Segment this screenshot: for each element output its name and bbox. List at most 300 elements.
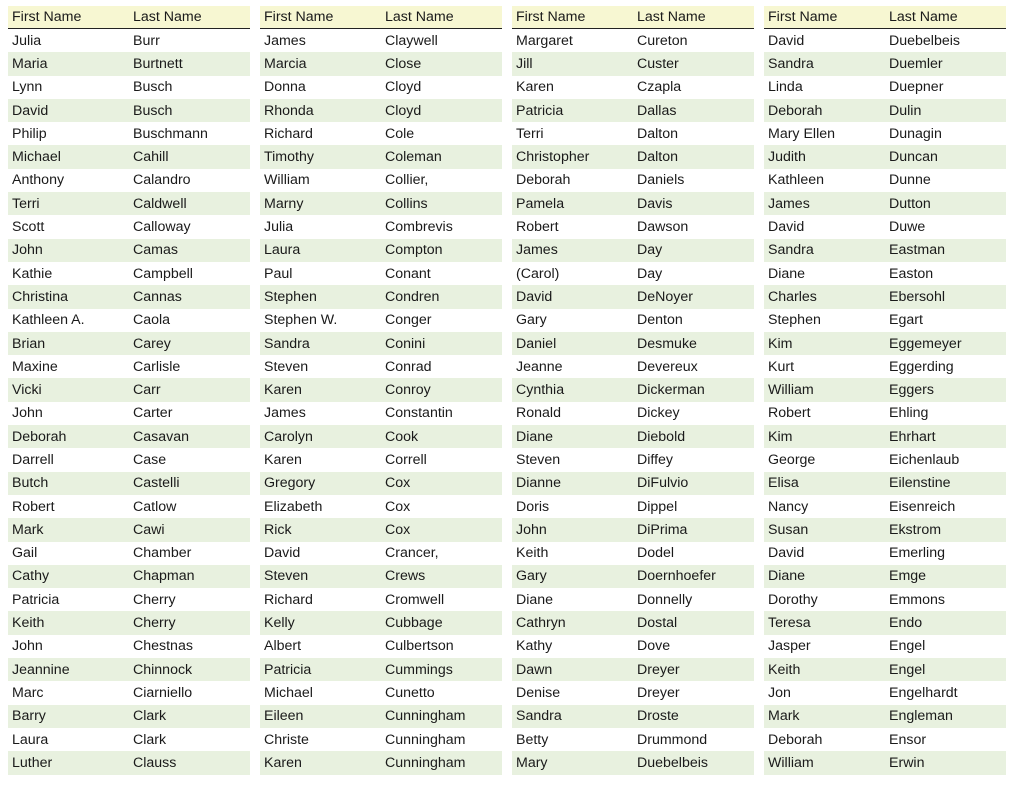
- last-name-cell: Crancer,: [385, 545, 439, 562]
- name-list-sheet: [8, 6, 1006, 775]
- table-row: [512, 145, 754, 168]
- header-row: [512, 6, 754, 29]
- last-name-cell: Emerling: [889, 545, 945, 562]
- table-row: [260, 262, 502, 285]
- last-name-cell: Cole: [385, 125, 415, 142]
- last-name-cell: Eilenstine: [889, 475, 951, 492]
- last-name-cell: Collier,: [385, 172, 429, 189]
- last-name-header: Last Name: [889, 9, 958, 25]
- last-name-cell: Drummond: [637, 731, 708, 748]
- first-name-cell: Mark: [12, 521, 44, 538]
- first-name-cell: Diane: [516, 428, 554, 445]
- table-row: [764, 542, 1006, 565]
- first-name-cell: Deborah: [12, 428, 67, 445]
- table-row: [8, 332, 250, 355]
- table-row: [8, 76, 250, 99]
- first-name-cell: Stephen: [768, 312, 821, 329]
- header-row: [764, 6, 1006, 29]
- table-row: [8, 565, 250, 588]
- first-name-cell: James: [264, 32, 306, 49]
- table-row: [764, 588, 1006, 611]
- first-name-cell: Steven: [516, 451, 561, 468]
- table-row: [260, 29, 502, 52]
- table-row: [512, 518, 754, 541]
- table-row: [512, 332, 754, 355]
- first-name-header: First Name: [12, 9, 82, 25]
- last-name-cell: Chamber: [133, 545, 192, 562]
- first-name-cell: Kelly: [264, 615, 295, 632]
- first-name-cell: Karen: [516, 79, 554, 96]
- first-name-cell: Deborah: [768, 731, 823, 748]
- table-row: [260, 565, 502, 588]
- last-name-cell: Diebold: [637, 428, 686, 445]
- table-row: [512, 705, 754, 728]
- table-row: [764, 681, 1006, 704]
- table-row: [764, 122, 1006, 145]
- table-row: [764, 192, 1006, 215]
- first-name-cell: Teresa: [768, 615, 811, 632]
- last-name-cell: Condren: [385, 288, 440, 305]
- last-name-cell: Dostal: [637, 615, 678, 632]
- table-row: [8, 611, 250, 634]
- first-name-cell: Diane: [768, 568, 806, 585]
- table-row: [764, 52, 1006, 75]
- last-name-cell: Egart: [889, 312, 923, 329]
- last-name-cell: Campbell: [133, 265, 193, 282]
- first-name-cell: Paul: [264, 265, 293, 282]
- last-name-cell: Davis: [637, 195, 673, 212]
- last-name-cell: Dalton: [637, 125, 679, 142]
- table-row: [260, 332, 502, 355]
- last-name-cell: Collins: [385, 195, 428, 212]
- table-row: [764, 239, 1006, 262]
- last-name-cell: Camas: [133, 242, 178, 259]
- table-row: [764, 751, 1006, 774]
- first-name-cell: Timothy: [264, 149, 314, 166]
- last-name-cell: Caola: [133, 312, 171, 329]
- first-name-cell: Diane: [768, 265, 806, 282]
- last-name-cell: Cawi: [133, 521, 165, 538]
- last-name-cell: Carlisle: [133, 358, 181, 375]
- last-name-header: Last Name: [133, 9, 202, 25]
- last-name-cell: DiFulvio: [637, 475, 689, 492]
- table-row: [260, 402, 502, 425]
- last-name-cell: Close: [385, 55, 422, 72]
- last-name-cell: Dreyer: [637, 684, 680, 701]
- first-name-cell: Mary Ellen: [768, 125, 836, 142]
- last-name-cell: Duepner: [889, 79, 944, 96]
- last-name-cell: DeNoyer: [637, 288, 693, 305]
- last-name-cell: Correll: [385, 451, 427, 468]
- first-name-cell: Rick: [264, 521, 292, 538]
- table-row: [764, 448, 1006, 471]
- first-name-cell: Kathie: [12, 265, 53, 282]
- last-name-cell: Duebelbeis: [889, 32, 960, 49]
- table-row: [8, 588, 250, 611]
- last-name-cell: Cummings: [385, 661, 453, 678]
- first-name-cell: Susan: [768, 521, 809, 538]
- table-row: [8, 122, 250, 145]
- last-name-cell: Case: [133, 451, 167, 468]
- table-row: [512, 751, 754, 774]
- first-name-cell: Elisa: [768, 475, 799, 492]
- table-row: [8, 728, 250, 751]
- table-row: [260, 76, 502, 99]
- table-row: [764, 76, 1006, 99]
- first-name-cell: Nancy: [768, 498, 809, 515]
- last-name-cell: Cubbage: [385, 615, 443, 632]
- table-row: [260, 355, 502, 378]
- first-name-cell: Karen: [264, 754, 302, 771]
- first-name-header: First Name: [768, 9, 838, 25]
- last-name-cell: Diffey: [637, 451, 674, 468]
- last-name-cell: Cunningham: [385, 708, 466, 725]
- name-column-block: [8, 6, 250, 775]
- last-name-cell: Denton: [637, 312, 683, 329]
- first-name-cell: Sandra: [516, 708, 562, 725]
- table-row: [8, 635, 250, 658]
- first-name-cell: William: [768, 754, 814, 771]
- first-name-cell: Jeanne: [516, 358, 563, 375]
- last-name-cell: Cloyd: [385, 102, 422, 119]
- first-name-cell: George: [768, 451, 816, 468]
- first-name-cell: Marcia: [264, 55, 307, 72]
- first-name-cell: Kathleen A.: [12, 312, 85, 329]
- table-row: [8, 378, 250, 401]
- first-name-cell: (Carol): [516, 265, 560, 282]
- last-name-cell: Engelhardt: [889, 684, 958, 701]
- name-column-block: [512, 6, 754, 775]
- last-name-cell: Day: [637, 242, 663, 259]
- table-row: [260, 658, 502, 681]
- first-name-cell: Keith: [516, 545, 549, 562]
- first-name-cell: Linda: [768, 79, 803, 96]
- first-name-cell: Terri: [516, 125, 544, 142]
- table-row: [512, 448, 754, 471]
- first-name-cell: Darrell: [12, 451, 54, 468]
- table-row: [512, 542, 754, 565]
- first-name-cell: Eileen: [264, 708, 304, 725]
- table-row: [260, 285, 502, 308]
- table-row: [512, 76, 754, 99]
- table-row: [764, 705, 1006, 728]
- table-row: [260, 169, 502, 192]
- table-row: [764, 145, 1006, 168]
- last-name-cell: Endo: [889, 615, 923, 632]
- table-row: [260, 611, 502, 634]
- first-name-cell: Pamela: [516, 195, 565, 212]
- table-row: [260, 495, 502, 518]
- table-row: [512, 611, 754, 634]
- name-column-block: [764, 6, 1006, 775]
- table-row: [260, 99, 502, 122]
- last-name-cell: Cherry: [133, 615, 176, 632]
- table-row: [512, 378, 754, 401]
- header-row: [8, 6, 250, 29]
- table-row: [260, 309, 502, 332]
- first-name-cell: Sandra: [768, 242, 814, 259]
- table-row: [260, 378, 502, 401]
- first-name-cell: James: [768, 195, 810, 212]
- first-name-cell: Stephen: [264, 288, 317, 305]
- table-row: [764, 635, 1006, 658]
- table-row: [260, 472, 502, 495]
- first-name-cell: Gary: [516, 568, 547, 585]
- first-name-cell: Dorothy: [768, 591, 818, 608]
- first-name-cell: Robert: [768, 405, 811, 422]
- last-name-cell: Buschmann: [133, 125, 208, 142]
- table-row: [764, 611, 1006, 634]
- first-name-cell: Michael: [264, 684, 313, 701]
- table-row: [260, 705, 502, 728]
- first-name-cell: Kurt: [768, 358, 795, 375]
- table-row: [260, 192, 502, 215]
- first-name-cell: David: [768, 545, 805, 562]
- first-name-cell: Scott: [12, 219, 45, 236]
- last-name-cell: Conroy: [385, 382, 431, 399]
- table-row: [512, 402, 754, 425]
- name-column-block: [260, 6, 502, 775]
- first-name-cell: David: [12, 102, 49, 119]
- last-name-cell: Custer: [637, 55, 679, 72]
- last-name-cell: Emmons: [889, 591, 945, 608]
- first-name-cell: Maria: [12, 55, 48, 72]
- first-name-cell: Lynn: [12, 79, 43, 96]
- first-name-cell: Gail: [12, 545, 38, 562]
- table-row: [512, 285, 754, 308]
- table-row: [8, 705, 250, 728]
- first-name-cell: Jill: [516, 55, 533, 72]
- last-name-cell: Cox: [385, 521, 411, 538]
- first-name-cell: Anthony: [12, 172, 65, 189]
- table-row: [260, 145, 502, 168]
- last-name-cell: Droste: [637, 708, 679, 725]
- first-name-cell: Patricia: [264, 661, 312, 678]
- table-row: [8, 751, 250, 774]
- table-row: [260, 588, 502, 611]
- first-name-cell: Ronald: [516, 405, 561, 422]
- table-row: [764, 332, 1006, 355]
- first-name-cell: Mary: [516, 754, 548, 771]
- table-row: [260, 635, 502, 658]
- table-row: [8, 285, 250, 308]
- first-name-cell: Kathleen: [768, 172, 825, 189]
- table-row: [512, 262, 754, 285]
- table-row: [260, 425, 502, 448]
- last-name-cell: Claywell: [385, 32, 438, 49]
- table-row: [260, 239, 502, 262]
- last-name-cell: Engel: [889, 661, 926, 678]
- first-name-cell: Deborah: [768, 102, 823, 119]
- first-name-cell: Christina: [12, 288, 68, 305]
- table-row: [764, 425, 1006, 448]
- first-name-cell: Judith: [768, 149, 806, 166]
- last-name-cell: Doernhoefer: [637, 568, 716, 585]
- last-name-cell: Clauss: [133, 754, 177, 771]
- last-name-cell: Constantin: [385, 405, 453, 422]
- last-name-cell: Duwe: [889, 219, 926, 236]
- last-name-cell: Czapla: [637, 79, 682, 96]
- first-name-cell: James: [264, 405, 306, 422]
- first-name-cell: Gregory: [264, 475, 316, 492]
- last-name-cell: Dutton: [889, 195, 931, 212]
- last-name-cell: Cox: [385, 498, 411, 515]
- last-name-cell: Casavan: [133, 428, 189, 445]
- first-name-cell: Julia: [12, 32, 42, 49]
- first-name-header: First Name: [516, 9, 586, 25]
- first-name-cell: Robert: [12, 498, 55, 515]
- first-name-header: First Name: [264, 9, 334, 25]
- table-row: [512, 239, 754, 262]
- last-name-cell: Cloyd: [385, 79, 422, 96]
- table-row: [8, 192, 250, 215]
- last-name-cell: Donnelly: [637, 591, 693, 608]
- last-name-cell: Combrevis: [385, 219, 453, 236]
- last-name-cell: Burr: [133, 32, 160, 49]
- last-name-cell: Busch: [133, 102, 173, 119]
- last-name-cell: Ensor: [889, 731, 927, 748]
- table-row: [8, 542, 250, 565]
- table-row: [764, 565, 1006, 588]
- table-row: [8, 215, 250, 238]
- table-row: [8, 169, 250, 192]
- last-name-cell: Calloway: [133, 219, 191, 236]
- first-name-cell: John: [12, 405, 43, 422]
- first-name-cell: Steven: [264, 568, 309, 585]
- table-row: [8, 658, 250, 681]
- table-row: [512, 588, 754, 611]
- first-name-cell: Denise: [516, 684, 561, 701]
- last-name-cell: Cook: [385, 428, 419, 445]
- last-name-cell: Dippel: [637, 498, 678, 515]
- first-name-cell: Julia: [264, 219, 294, 236]
- table-row: [8, 239, 250, 262]
- table-row: [8, 355, 250, 378]
- first-name-cell: David: [516, 288, 553, 305]
- last-name-cell: Dickerman: [637, 382, 705, 399]
- first-name-cell: Karen: [264, 451, 302, 468]
- table-row: [512, 52, 754, 75]
- last-name-cell: Ekstrom: [889, 521, 942, 538]
- last-name-cell: Easton: [889, 265, 934, 282]
- table-row: [8, 448, 250, 471]
- first-name-cell: Mark: [768, 708, 800, 725]
- first-name-cell: Carolyn: [264, 428, 313, 445]
- table-row: [512, 169, 754, 192]
- last-name-cell: Desmuke: [637, 335, 697, 352]
- table-row: [512, 122, 754, 145]
- table-row: [260, 751, 502, 774]
- last-name-cell: Conger: [385, 312, 432, 329]
- first-name-cell: Daniel: [516, 335, 557, 352]
- first-name-cell: Sandra: [264, 335, 310, 352]
- last-name-cell: Cureton: [637, 32, 688, 49]
- first-name-cell: Patricia: [12, 591, 60, 608]
- table-row: [8, 52, 250, 75]
- table-row: [512, 192, 754, 215]
- last-name-cell: Cunetto: [385, 684, 435, 701]
- last-name-cell: Ehrhart: [889, 428, 936, 445]
- last-name-cell: Erwin: [889, 754, 925, 771]
- last-name-cell: Eggemeyer: [889, 335, 962, 352]
- table-row: [512, 681, 754, 704]
- first-name-cell: Christe: [264, 731, 309, 748]
- first-name-cell: Keith: [12, 615, 45, 632]
- last-name-cell: Emge: [889, 568, 927, 585]
- first-name-cell: John: [12, 242, 43, 259]
- last-name-cell: Cox: [385, 475, 411, 492]
- first-name-cell: James: [516, 242, 558, 259]
- first-name-cell: Gary: [516, 312, 547, 329]
- last-name-cell: Eisenreich: [889, 498, 956, 515]
- first-name-cell: Deborah: [516, 172, 571, 189]
- table-row: [260, 518, 502, 541]
- last-name-cell: Catlow: [133, 498, 177, 515]
- first-name-cell: Dawn: [516, 661, 553, 678]
- header-row: [260, 6, 502, 29]
- last-name-cell: Chapman: [133, 568, 195, 585]
- table-row: [512, 29, 754, 52]
- last-name-cell: Castelli: [133, 475, 180, 492]
- table-row: [764, 285, 1006, 308]
- last-name-cell: Coleman: [385, 149, 442, 166]
- first-name-cell: Robert: [516, 219, 559, 236]
- last-name-header: Last Name: [385, 9, 454, 25]
- first-name-cell: Richard: [264, 125, 313, 142]
- first-name-cell: Marc: [12, 684, 44, 701]
- table-row: [764, 378, 1006, 401]
- first-name-cell: John: [516, 521, 547, 538]
- first-name-cell: Kim: [768, 335, 793, 352]
- first-name-cell: Kathy: [516, 638, 553, 655]
- last-name-cell: Cunningham: [385, 754, 466, 771]
- last-name-cell: Carter: [133, 405, 173, 422]
- table-row: [764, 355, 1006, 378]
- first-name-cell: Richard: [264, 591, 313, 608]
- last-name-cell: Dallas: [637, 102, 677, 119]
- table-row: [512, 99, 754, 122]
- table-row: [764, 658, 1006, 681]
- last-name-cell: Dove: [637, 638, 671, 655]
- table-row: [260, 448, 502, 471]
- last-name-cell: Dunne: [889, 172, 931, 189]
- first-name-cell: John: [12, 638, 43, 655]
- table-row: [764, 262, 1006, 285]
- first-name-cell: William: [264, 172, 310, 189]
- table-row: [764, 29, 1006, 52]
- table-row: [512, 565, 754, 588]
- last-name-cell: Ebersohl: [889, 288, 945, 305]
- last-name-cell: Clark: [133, 731, 167, 748]
- table-row: [8, 425, 250, 448]
- first-name-cell: Donna: [264, 79, 306, 96]
- first-name-cell: Luther: [12, 754, 53, 771]
- table-row: [512, 658, 754, 681]
- first-name-cell: Keith: [768, 661, 801, 678]
- last-name-cell: Caldwell: [133, 195, 187, 212]
- table-row: [764, 518, 1006, 541]
- table-row: [512, 635, 754, 658]
- table-row: [764, 309, 1006, 332]
- first-name-cell: Betty: [516, 731, 549, 748]
- first-name-cell: Rhonda: [264, 102, 314, 119]
- table-row: [8, 309, 250, 332]
- first-name-cell: Dianne: [516, 475, 561, 492]
- last-name-cell: Chestnas: [133, 638, 193, 655]
- first-name-cell: David: [264, 545, 301, 562]
- table-row: [512, 425, 754, 448]
- last-name-cell: Eastman: [889, 242, 945, 259]
